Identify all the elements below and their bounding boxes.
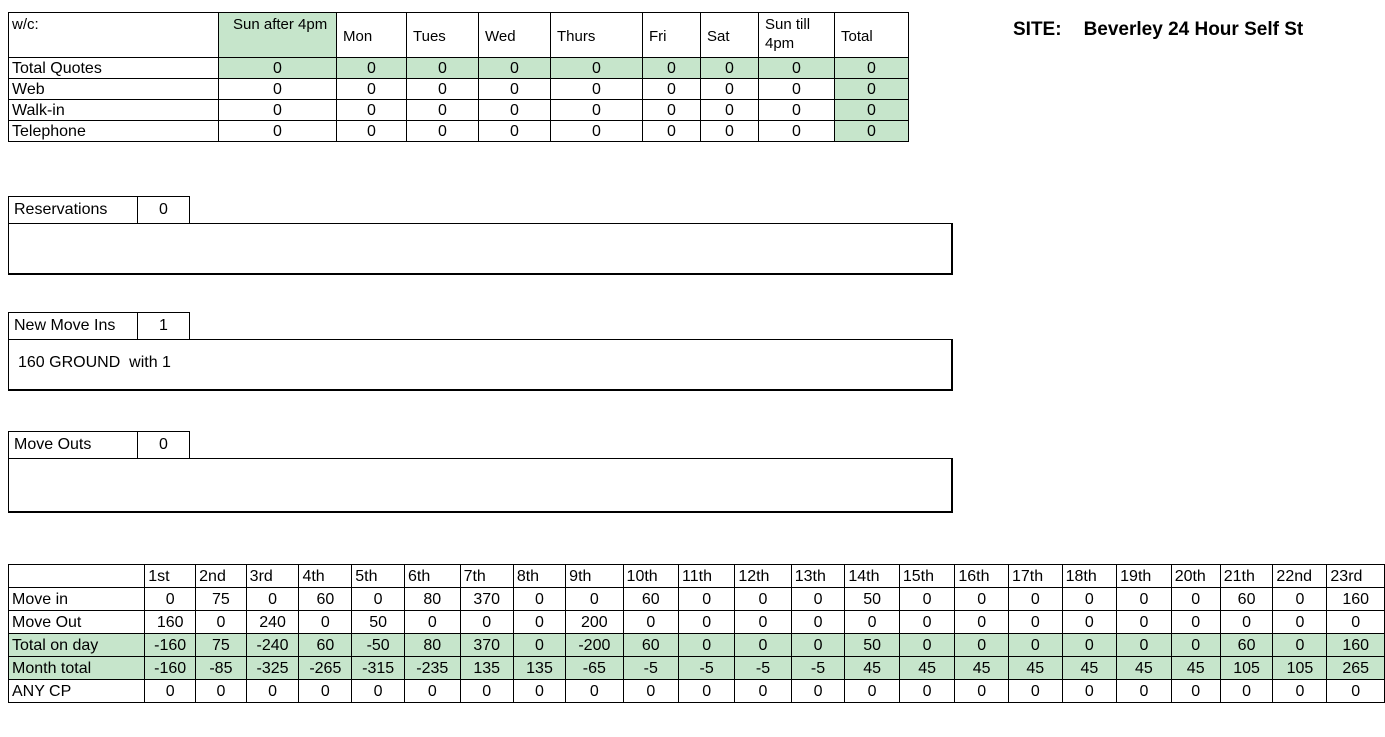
day-header: 8th	[513, 565, 565, 588]
daily-movement-table	[8, 564, 1385, 703]
days-cell[interactable]: 0	[513, 634, 565, 657]
days-cell[interactable]: 0	[623, 611, 678, 634]
reservations-count: 0	[138, 197, 190, 224]
days-cell[interactable]: 0	[1273, 588, 1327, 611]
days-cell[interactable]: 0	[1062, 634, 1117, 657]
days-cell[interactable]: 60	[299, 588, 352, 611]
quotes-cell[interactable]: 0	[479, 100, 551, 121]
move-ins-notes-box[interactable]	[8, 339, 953, 391]
days-cell[interactable]: 200	[566, 611, 623, 634]
days-cell[interactable]: 0	[791, 588, 845, 611]
days-row	[9, 634, 1385, 657]
quotes-header-5: Thurs	[551, 13, 643, 58]
days-cell[interactable]: 0	[1008, 634, 1062, 657]
quotes-cell[interactable]: 0	[337, 100, 407, 121]
days-cell[interactable]: 80	[405, 588, 461, 611]
quotes-cell[interactable]: 0	[219, 58, 337, 79]
quotes-row-label: Web	[9, 79, 219, 100]
quotes-cell[interactable]: 0	[643, 121, 701, 142]
days-cell[interactable]: 50	[845, 634, 900, 657]
days-cell[interactable]: 0	[1220, 611, 1273, 634]
days-cell[interactable]: 0	[899, 680, 954, 703]
day-header: 12th	[735, 565, 791, 588]
quotes-cell[interactable]: 0	[407, 100, 479, 121]
days-row-label: Total on day	[9, 634, 145, 657]
day-header: 20th	[1171, 565, 1220, 588]
days-cell[interactable]: -265	[299, 657, 352, 680]
day-header: 21th	[1220, 565, 1273, 588]
quotes-cell[interactable]: 0	[219, 100, 337, 121]
move-ins-header	[8, 312, 190, 340]
days-cell[interactable]: 45	[899, 657, 954, 680]
days-cell[interactable]: 0	[791, 680, 845, 703]
quotes-cell[interactable]: 0	[337, 121, 407, 142]
days-row-label: Move in	[9, 588, 145, 611]
days-cell[interactable]: 0	[513, 588, 565, 611]
quotes-header-1: Sun after 4pm	[219, 13, 337, 58]
site-label: SITE:	[1013, 19, 1062, 40]
days-cell[interactable]: 0	[460, 680, 513, 703]
quotes-cell[interactable]: 0	[701, 79, 759, 100]
day-header: 17th	[1008, 565, 1062, 588]
quotes-header-3: Tues	[407, 13, 479, 58]
days-cell[interactable]: 0	[513, 611, 565, 634]
day-header: 5th	[352, 565, 405, 588]
days-cell[interactable]: -325	[246, 657, 299, 680]
days-cell[interactable]: 0	[1117, 588, 1172, 611]
days-cell[interactable]: 0	[513, 680, 565, 703]
days-row-label: ANY CP	[9, 680, 145, 703]
quotes-cell[interactable]: 0	[219, 121, 337, 142]
days-cell[interactable]: 45	[845, 657, 900, 680]
days-cell[interactable]: 0	[1327, 611, 1385, 634]
quotes-cell[interactable]: 0	[407, 58, 479, 79]
days-cell[interactable]: 0	[1117, 634, 1172, 657]
days-cell[interactable]: 0	[845, 611, 900, 634]
days-cell[interactable]: -315	[352, 657, 405, 680]
days-cell[interactable]: 160	[1327, 634, 1385, 657]
quotes-cell[interactable]: 0	[337, 79, 407, 100]
quotes-cell[interactable]: 0	[759, 79, 835, 100]
days-row-label: Move Out	[9, 611, 145, 634]
days-cell[interactable]: 0	[735, 634, 791, 657]
days-cell[interactable]: 0	[899, 634, 954, 657]
quotes-row-label: Walk-in	[9, 100, 219, 121]
quotes-cell[interactable]: 0	[835, 121, 909, 142]
days-cell[interactable]: 0	[566, 588, 623, 611]
quotes-cell[interactable]: 0	[551, 58, 643, 79]
days-cell[interactable]: -5	[735, 657, 791, 680]
quotes-cell[interactable]: 0	[479, 79, 551, 100]
days-cell[interactable]: 50	[352, 611, 405, 634]
quotes-row	[9, 79, 909, 100]
quotes-header-2: Mon	[337, 13, 407, 58]
days-cell[interactable]: -5	[679, 657, 735, 680]
days-cell[interactable]: 0	[405, 680, 461, 703]
days-cell[interactable]: 0	[1171, 588, 1220, 611]
day-header: 22nd	[1273, 565, 1327, 588]
day-header: 3rd	[246, 565, 299, 588]
days-row	[9, 588, 1385, 611]
days-cell[interactable]: 0	[955, 611, 1009, 634]
days-cell[interactable]: 0	[1062, 588, 1117, 611]
days-cell[interactable]: 0	[1171, 680, 1220, 703]
days-cell[interactable]: 0	[460, 611, 513, 634]
move-ins-notes: 160 GROUND with 1	[18, 354, 171, 371]
days-cell[interactable]: -160	[145, 634, 196, 657]
quotes-header-4: Wed	[479, 13, 551, 58]
days-cell[interactable]: 0	[955, 680, 1009, 703]
quotes-cell[interactable]: 0	[759, 121, 835, 142]
quotes-cell[interactable]: 0	[835, 100, 909, 121]
days-cell[interactable]: 265	[1327, 657, 1385, 680]
move-outs-header	[8, 431, 190, 459]
move-outs-label: Move Outs	[9, 432, 138, 459]
site-name: Beverley 24 Hour Self St	[1083, 19, 1304, 40]
days-row	[9, 611, 1385, 634]
days-cell[interactable]: 60	[299, 634, 352, 657]
days-cell[interactable]: 0	[1273, 611, 1327, 634]
days-cell[interactable]: 60	[1220, 588, 1273, 611]
reservations-header	[8, 196, 190, 224]
day-header: 23rd	[1327, 565, 1385, 588]
day-header: 10th	[623, 565, 678, 588]
days-cell[interactable]: -160	[145, 657, 196, 680]
days-cell[interactable]: 0	[246, 680, 299, 703]
move-ins-count: 1	[138, 313, 190, 340]
quotes-cell[interactable]: 0	[643, 79, 701, 100]
day-header: 18th	[1062, 565, 1117, 588]
move-outs-count: 0	[138, 432, 190, 459]
days-cell[interactable]: 0	[1008, 680, 1062, 703]
days-cell[interactable]: -235	[405, 657, 461, 680]
days-cell[interactable]: 0	[1273, 634, 1327, 657]
days-cell[interactable]: -5	[623, 657, 678, 680]
quotes-header-7: Sat	[701, 13, 759, 58]
days-cell[interactable]: 0	[1171, 634, 1220, 657]
day-header: 4th	[299, 565, 352, 588]
days-corner	[9, 565, 145, 588]
days-cell[interactable]: -200	[566, 634, 623, 657]
days-cell[interactable]: 0	[299, 611, 352, 634]
days-cell[interactable]: 0	[623, 680, 678, 703]
days-cell[interactable]: 45	[1062, 657, 1117, 680]
days-cell[interactable]: -50	[352, 634, 405, 657]
quotes-header-9: Total	[835, 13, 909, 58]
quotes-cell[interactable]: 0	[219, 79, 337, 100]
days-cell[interactable]: 0	[566, 680, 623, 703]
days-header-row	[9, 565, 1385, 588]
quotes-table	[8, 12, 909, 142]
quotes-row-label: Telephone	[9, 121, 219, 142]
move-ins-label: New Move Ins	[9, 313, 138, 340]
days-cell[interactable]: 0	[1220, 680, 1273, 703]
days-cell[interactable]: -240	[246, 634, 299, 657]
day-header: 13th	[791, 565, 845, 588]
reservations-label: Reservations	[9, 197, 138, 224]
days-cell[interactable]: 0	[791, 634, 845, 657]
days-cell[interactable]: 60	[623, 634, 678, 657]
days-cell[interactable]: 0	[791, 611, 845, 634]
days-cell[interactable]: 0	[1117, 680, 1172, 703]
days-row	[9, 657, 1385, 680]
days-cell[interactable]: 0	[1008, 611, 1062, 634]
days-cell[interactable]: 45	[1171, 657, 1220, 680]
quotes-cell[interactable]: 0	[407, 121, 479, 142]
day-header: 15th	[899, 565, 954, 588]
days-cell[interactable]: 0	[679, 634, 735, 657]
quotes-row	[9, 121, 909, 142]
days-cell[interactable]: 370	[460, 588, 513, 611]
days-cell[interactable]: 0	[899, 611, 954, 634]
days-cell[interactable]: 0	[145, 588, 196, 611]
quotes-cell[interactable]: 0	[551, 121, 643, 142]
days-cell[interactable]: 0	[299, 680, 352, 703]
day-header: 6th	[405, 565, 461, 588]
days-cell[interactable]: 370	[460, 634, 513, 657]
quotes-cell[interactable]: 0	[701, 100, 759, 121]
quotes-cell[interactable]: 0	[479, 58, 551, 79]
quotes-cell[interactable]: 0	[551, 100, 643, 121]
days-cell[interactable]: 0	[145, 680, 196, 703]
days-cell[interactable]: 0	[1327, 680, 1385, 703]
quotes-header-8: Sun till 4pm	[759, 13, 835, 58]
days-cell[interactable]: 0	[1171, 611, 1220, 634]
days-cell[interactable]: 135	[513, 657, 565, 680]
days-cell[interactable]: 0	[735, 680, 791, 703]
days-cell[interactable]: 0	[352, 680, 405, 703]
quotes-cell[interactable]: 0	[643, 100, 701, 121]
quotes-cell[interactable]: 0	[643, 58, 701, 79]
days-cell[interactable]: 0	[196, 611, 247, 634]
day-header: 1st	[145, 565, 196, 588]
days-cell[interactable]: 45	[1008, 657, 1062, 680]
days-cell[interactable]: 0	[735, 611, 791, 634]
days-cell[interactable]: 0	[1117, 611, 1172, 634]
day-header: 9th	[566, 565, 623, 588]
day-header: 14th	[845, 565, 900, 588]
quotes-cell[interactable]: 0	[479, 121, 551, 142]
quotes-cell[interactable]: 0	[551, 79, 643, 100]
days-cell[interactable]: -65	[566, 657, 623, 680]
days-cell[interactable]: 0	[955, 634, 1009, 657]
days-cell[interactable]: 160	[145, 611, 196, 634]
days-cell[interactable]: 0	[679, 680, 735, 703]
days-cell[interactable]: 0	[845, 680, 900, 703]
days-cell[interactable]: -5	[791, 657, 845, 680]
quotes-cell[interactable]: 0	[759, 100, 835, 121]
day-header: 11th	[679, 565, 735, 588]
day-header: 16th	[955, 565, 1009, 588]
quotes-header-6: Fri	[643, 13, 701, 58]
days-cell[interactable]: 0	[1008, 588, 1062, 611]
quotes-row	[9, 58, 909, 79]
day-header: 7th	[460, 565, 513, 588]
days-cell[interactable]: 75	[196, 588, 247, 611]
days-cell[interactable]: 0	[735, 588, 791, 611]
days-cell[interactable]: 0	[405, 611, 461, 634]
move-outs-notes-box[interactable]	[8, 458, 953, 513]
reservations-notes-box[interactable]	[8, 223, 953, 275]
day-header: 19th	[1117, 565, 1172, 588]
days-cell[interactable]: 105	[1220, 657, 1273, 680]
days-cell[interactable]: -85	[196, 657, 247, 680]
days-cell[interactable]: 0	[196, 680, 247, 703]
days-cell[interactable]: 0	[1062, 611, 1117, 634]
days-cell[interactable]: 160	[1327, 588, 1385, 611]
days-cell[interactable]: 0	[679, 611, 735, 634]
days-cell[interactable]: 0	[679, 588, 735, 611]
days-cell[interactable]: 45	[955, 657, 1009, 680]
quotes-row	[9, 100, 909, 121]
days-cell[interactable]: 0	[899, 588, 954, 611]
days-cell[interactable]: 0	[352, 588, 405, 611]
quotes-row-label: Total Quotes	[9, 58, 219, 79]
day-header: 2nd	[196, 565, 247, 588]
days-cell[interactable]: 80	[405, 634, 461, 657]
days-cell[interactable]: 0	[955, 588, 1009, 611]
quotes-cell[interactable]: 0	[701, 121, 759, 142]
days-row	[9, 680, 1385, 703]
days-cell[interactable]: 60	[623, 588, 678, 611]
days-cell[interactable]: 60	[1220, 634, 1273, 657]
days-cell[interactable]: 105	[1273, 657, 1327, 680]
days-row-label: Month total	[9, 657, 145, 680]
quotes-cell[interactable]: 0	[759, 58, 835, 79]
quotes-header-0: w/c:	[9, 13, 219, 58]
quotes-cell[interactable]: 0	[835, 79, 909, 100]
days-cell[interactable]: 0	[1273, 680, 1327, 703]
site-title	[1013, 19, 1303, 41]
days-cell[interactable]: 45	[1117, 657, 1172, 680]
quotes-cell[interactable]: 0	[835, 58, 909, 79]
days-cell[interactable]: 0	[246, 588, 299, 611]
quotes-cell[interactable]: 0	[337, 58, 407, 79]
days-cell[interactable]: 135	[460, 657, 513, 680]
days-cell[interactable]: 50	[845, 588, 900, 611]
days-cell[interactable]: 0	[1062, 680, 1117, 703]
quotes-cell[interactable]: 0	[407, 79, 479, 100]
days-cell[interactable]: 240	[246, 611, 299, 634]
quotes-cell[interactable]: 0	[701, 58, 759, 79]
days-cell[interactable]: 75	[196, 634, 247, 657]
quotes-header-row	[9, 13, 909, 58]
